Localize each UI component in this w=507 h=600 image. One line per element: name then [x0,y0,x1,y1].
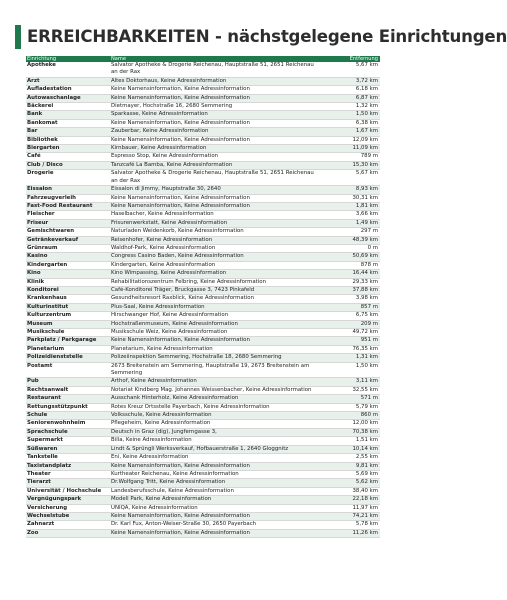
table-row [26,103,380,111]
cell-distance: 5,62 km [322,479,380,487]
cell-name: Hirschwanger Hof, Keine Adressinformation [110,312,322,320]
cell-distance: 16,44 km [322,270,380,278]
cell-facility: Rettungsstützpunkt [26,403,110,411]
cell-distance: 1,49 km [322,219,380,227]
cell-facility: Bäckerei [26,103,110,111]
cell-distance: 38,40 km [322,487,380,495]
cell-facility: Club / Disco [26,161,110,169]
table-row [26,295,380,303]
cell-name: Kirnbauer, Keine Adressinformation [110,145,322,153]
cell-distance: 1,50 km [322,111,380,119]
table-row [26,529,380,537]
cell-distance: 5,67 km [322,62,380,77]
table-row [26,428,380,436]
cell-distance: 571 m [322,395,380,403]
table-row [26,445,380,453]
cell-name: Planetarium, Keine Adressinformation [110,345,322,353]
table-row [26,111,380,119]
cell-name: Congress Casino Baden, Keine Adressinformation [110,253,322,261]
cell-name: Salvator Apotheke & Drogerie Reichenau, Hauptstraße 51, 2651 Reichenau an der Rax [110,170,322,186]
table-row [26,329,380,337]
cell-name: Hochstraßenmuseum, Keine Adressinformation [110,320,322,328]
cell-name: Eissalon di Jimmy, Hauptstraße 30, 2640 [110,186,322,194]
table-row [26,94,380,102]
table-row [26,470,380,478]
cell-name: Kino Wimpassing, Keine Adressinformation [110,270,322,278]
cell-distance: 3,98 km [322,295,380,303]
cell-distance: 48,39 km [322,236,380,244]
table-row [26,362,380,378]
table-body [26,62,380,538]
table-row [26,77,380,85]
cell-name: Rehabilitationszentrum Felbring, Keine Adressinformation [110,278,322,286]
cell-name: Keine Namensinformation, Keine Adressinformation [110,194,322,202]
cell-name: Keine Namensinformation, Keine Adressinformation [110,86,322,94]
cell-distance: 49,72 km [322,329,380,337]
cell-name: Kindergarten, Keine Adressinformation [110,261,322,269]
cell-name: Volksschule, Keine Adressinformation [110,412,322,420]
table-row [26,244,380,252]
table-row [26,219,380,227]
cell-name: Billa, Keine Adressinformation [110,437,322,445]
cell-facility: Schule [26,412,110,420]
cell-name: Plus-Saal, Keine Adressinformation [110,303,322,311]
cell-name: Keine Namensinformation, Keine Adressinformation [110,202,322,210]
cell-distance: 12,09 km [322,136,380,144]
table-row [26,386,380,394]
cell-facility: Konditorei [26,286,110,294]
cell-name: Dietmayer, Hochstraße 16, 2680 Semmering [110,103,322,111]
cell-name: Dr. Karl Fux, Anton-Weiser-Straße 30, 2650 Payerbach [110,521,322,529]
cell-facility: Kulturinstitut [26,303,110,311]
cell-distance: 5,78 km [322,521,380,529]
table-row [26,170,380,186]
cell-facility: Süßwaren [26,445,110,453]
cell-facility: Parkplatz / Parkgarage [26,337,110,345]
cell-name: Keine Namensinformation, Keine Adressinformation [110,119,322,127]
cell-name: Sparkasse, Keine Adressinformation [110,111,322,119]
table-row [26,521,380,529]
cell-facility: Sprachschule [26,428,110,436]
cell-facility: Bank [26,111,110,119]
cell-facility: Drogerie [26,170,110,186]
cell-facility: Gemischtwaren [26,228,110,236]
cell-name: Ausschank Hinterholz, Keine Adressinformation [110,395,322,403]
cell-facility: Apotheke [26,62,110,77]
table-row [26,303,380,311]
table-row [26,437,380,445]
header-facility: Einrichtung [26,56,110,62]
cell-name: Kurtheater Reichenau, Keine Adressinformation [110,470,322,478]
cell-name: Keine Namensinformation, Keine Adressinformation [110,136,322,144]
cell-facility: Arzt [26,77,110,85]
cell-facility: Supermarkt [26,437,110,445]
cell-facility: Museum [26,320,110,328]
cell-distance: 29,33 km [322,278,380,286]
table-row [26,395,380,403]
cell-distance: 50,69 km [322,253,380,261]
cell-distance: 878 m [322,261,380,269]
cell-facility: Musikschule [26,329,110,337]
table-row [26,153,380,161]
table-row [26,136,380,144]
cell-distance: 6,87 km [322,94,380,102]
table-row [26,420,380,428]
cell-distance: 32,55 km [322,386,380,394]
cell-name: Modell Park, Keine Adressinformation [110,496,322,504]
cell-distance: 37,88 km [322,286,380,294]
table-row [26,278,380,286]
cell-facility: Café [26,153,110,161]
cell-distance: 3,11 km [322,378,380,386]
cell-distance: 9,81 km [322,462,380,470]
cell-distance: 12,00 km [322,420,380,428]
cell-distance: 1,81 km [322,202,380,210]
cell-distance: 0 m [322,244,380,252]
cell-facility: Biergarten [26,145,110,153]
cell-name: Keine Namensinformation, Keine Adressinformation [110,462,322,470]
cell-distance: 8,93 km [322,186,380,194]
cell-distance: 1,50 km [322,362,380,378]
table-row [26,286,380,294]
cell-name: Deutsch in Graz (dig), Jungferngasse 3, [110,428,322,436]
header-name: Name [110,56,322,62]
cell-name: Keine Namensinformation, Keine Adressinformation [110,94,322,102]
cell-distance: 15,30 km [322,161,380,169]
cell-facility: Kulturzentrum [26,312,110,320]
table-row [26,403,380,411]
cell-facility: Vergnügungspark [26,496,110,504]
cell-distance: 209 m [322,320,380,328]
table-row [26,161,380,169]
table-row [26,236,380,244]
cell-name: Naturladen Weidenkorb, Keine Adressinformation [110,228,322,236]
cell-facility: Autowaschanlage [26,94,110,102]
cell-facility: Zoo [26,529,110,537]
cell-name: Rotes Kreuz Ortsstelle Payerbach, Keine Adressinformation [110,403,322,411]
cell-distance: 30,31 km [322,194,380,202]
table-row [26,261,380,269]
cell-distance: 1,32 km [322,103,380,111]
cell-distance: 10,14 km [322,445,380,453]
facilities-table [26,56,380,538]
cell-name: Keine Namensinformation, Keine Adressinformation [110,512,322,520]
cell-distance: 74,21 km [322,512,380,520]
cell-distance: 6,38 km [322,119,380,127]
cell-name: Salvator Apotheke & Drogerie Reichenau, Hauptstraße 51, 2651 Reichenau an der Rax [110,62,322,77]
cell-distance: 860 m [322,412,380,420]
cell-distance: 6,75 km [322,312,380,320]
cell-name: Arthof, Keine Adressinformation [110,378,322,386]
cell-name: UNIQA, Keine Adressinformation [110,504,322,512]
cell-facility: Zahnarzt [26,521,110,529]
table-row [26,145,380,153]
cell-distance: 5,79 km [322,403,380,411]
cell-name: Reisenhofer, Keine Adressinformation [110,236,322,244]
table-row [26,354,380,362]
cell-distance: 857 m [322,303,380,311]
cell-facility: Seniorenwohnheim [26,420,110,428]
cell-distance: 951 m [322,337,380,345]
cell-name: Keine Namensinformation, Keine Adressinformation [110,529,322,537]
cell-facility: Friseur [26,219,110,227]
table-row [26,62,380,77]
table-row [26,119,380,127]
table-row [26,504,380,512]
cell-facility: Taxistandplatz [26,462,110,470]
cell-name: Landesberufsschule, Keine Adressinformation [110,487,322,495]
table-row [26,202,380,210]
cell-name: Haselbacher, Keine Adressinformation [110,211,322,219]
cell-distance: 11,09 km [322,145,380,153]
cell-distance: 3,66 km [322,211,380,219]
header-distance: Entfernung [322,56,380,62]
cell-facility: Fast-Food Restaurant [26,202,110,210]
cell-facility: Grünraum [26,244,110,252]
cell-name: Gesundheitsresort Raxblick, Keine Adressinformation [110,295,322,303]
cell-name: Polizeiinspektion Semmering, Hochstraße 18, 2680 Semmering [110,354,322,362]
table-row [26,253,380,261]
table-row [26,270,380,278]
table-row [26,479,380,487]
table-row [26,412,380,420]
cell-facility: Fahrzeugverleih [26,194,110,202]
cell-facility: Theater [26,470,110,478]
table-row [26,186,380,194]
cell-facility: Postamt [26,362,110,378]
table-row [26,128,380,136]
cell-facility: Eissalon [26,186,110,194]
page-header [15,25,507,49]
cell-distance: 789 m [322,153,380,161]
cell-facility: Restaurant [26,395,110,403]
cell-distance: 2,55 km [322,454,380,462]
table-row [26,211,380,219]
cell-name: Tanzcafé La Bamba, Keine Adressinformation [110,161,322,169]
cell-distance: 76,35 km [322,345,380,353]
cell-facility: Aufladestation [26,86,110,94]
table-row [26,454,380,462]
cell-name: 2673 Breitenstein am Semmering, Hauptstraße 19, 2673 Breitenstein am Semmering [110,362,322,378]
table-row [26,312,380,320]
cell-name: Altes Doktorhaus, Keine Adressinformation [110,77,322,85]
table-row [26,512,380,520]
cell-name: Dr.Wolfgang Tritt, Keine Adressinformation [110,479,322,487]
cell-facility: Getränkeverkauf [26,236,110,244]
cell-distance: 11,97 km [322,504,380,512]
cell-name: Pflegeheim, Keine Adressinformation [110,420,322,428]
cell-name: Eni, Keine Adressinformation [110,454,322,462]
cell-distance: 297 m [322,228,380,236]
cell-facility: Wechselstube [26,512,110,520]
cell-facility: Kino [26,270,110,278]
cell-facility: Fleischer [26,211,110,219]
cell-name: Lindt & Sprüngli Werksverkauf, Hofbauerstraße 1, 2640 Gloggnitz [110,445,322,453]
cell-name: Keine Namensinformation, Keine Adressinformation [110,337,322,345]
cell-distance: 11,26 km [322,529,380,537]
cell-distance: 3,72 km [322,77,380,85]
table-row [26,378,380,386]
cell-facility: Krankenhaus [26,295,110,303]
table-row [26,345,380,353]
cell-facility: Planetarium [26,345,110,353]
cell-distance: 1,51 km [322,437,380,445]
cell-facility: Tankstelle [26,454,110,462]
cell-facility: Polizeidienststelle [26,354,110,362]
table-row [26,337,380,345]
cell-name: Espresso Stop, Keine Adressinformation [110,153,322,161]
cell-name: Musikschule Weiz, Keine Adressinformation [110,329,322,337]
cell-name: Zauberbar, Keine Adressinformation [110,128,322,136]
title-accent-bar [15,25,21,49]
cell-name: Café-Konditorei Träger, Bruckgasse 3, 7423 Pinkafeld [110,286,322,294]
table-row [26,487,380,495]
cell-facility: Versicherung [26,504,110,512]
table-row [26,496,380,504]
cell-facility: Universität / Hochschule [26,487,110,495]
cell-facility: Rechtsanwalt [26,386,110,394]
cell-name: Frisurenwerkstatt, Keine Adressinformation [110,219,322,227]
table-row [26,320,380,328]
cell-distance: 5,67 km [322,170,380,186]
table-row [26,194,380,202]
cell-facility: Klinik [26,278,110,286]
cell-distance: 22,18 km [322,496,380,504]
cell-distance: 5,69 km [322,470,380,478]
cell-name: Waldhof-Park, Keine Adressinformation [110,244,322,252]
cell-facility: Kasino [26,253,110,261]
page-title: ERREICHBARKEITEN - nächstgelegene Einrichtungen [27,27,507,46]
cell-facility: Kindergarten [26,261,110,269]
cell-distance: 6,18 km [322,86,380,94]
cell-distance: 1,31 km [322,354,380,362]
cell-distance: 1,67 km [322,128,380,136]
table-row [26,462,380,470]
cell-facility: Bibliothek [26,136,110,144]
cell-name: Notariat Kindberg Mag. Johannes Weissenbacher, Keine Adressinformation [110,386,322,394]
table-row [26,228,380,236]
cell-facility: Bankomat [26,119,110,127]
cell-facility: Bar [26,128,110,136]
cell-distance: 70,38 km [322,428,380,436]
cell-facility: Tierarzt [26,479,110,487]
cell-facility: Pub [26,378,110,386]
table-row [26,86,380,94]
